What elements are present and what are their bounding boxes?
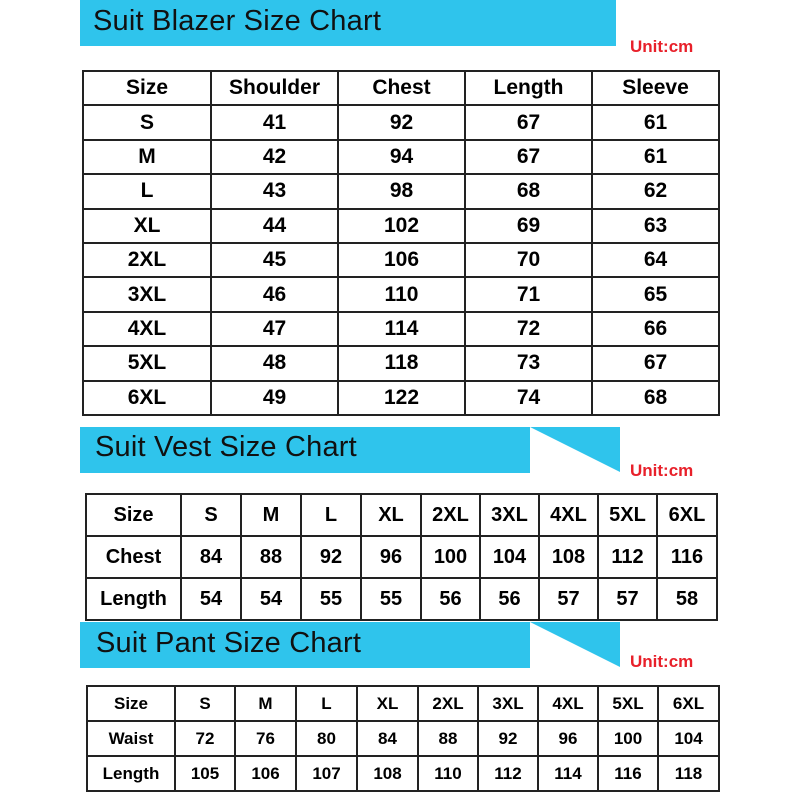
table-cell: 6XL [83, 381, 211, 415]
table-header-row [86, 494, 717, 536]
table-cell: 6XL [658, 686, 719, 721]
table-cell: 55 [301, 578, 361, 620]
table-cell: 96 [538, 721, 598, 756]
table-cell: Length [465, 71, 592, 105]
table-cell: 110 [338, 277, 465, 311]
pant-title-banner [80, 622, 620, 668]
table-cell: 55 [361, 578, 421, 620]
table-cell: Chest [86, 536, 181, 578]
table-cell: 41 [211, 105, 338, 139]
table-cell: 46 [211, 277, 338, 311]
blazer-unit-label: Unit:cm [630, 37, 694, 56]
table-cell: XL [361, 494, 421, 536]
table-cell: 108 [357, 756, 418, 791]
table-cell: 106 [235, 756, 296, 791]
table-cell: 114 [338, 312, 465, 346]
table-row [83, 174, 719, 208]
table-cell: 122 [338, 381, 465, 415]
table-cell: 42 [211, 140, 338, 174]
table-cell: XL [83, 209, 211, 243]
table-cell: 44 [211, 209, 338, 243]
table-cell: 4XL [83, 312, 211, 346]
table-cell: 66 [592, 312, 719, 346]
table-cell: 56 [480, 578, 539, 620]
table-cell: Size [83, 71, 211, 105]
table-cell: 5XL [598, 686, 658, 721]
table-cell: 2XL [83, 243, 211, 277]
table-cell: L [296, 686, 357, 721]
table-cell: 62 [592, 174, 719, 208]
table-cell: 70 [465, 243, 592, 277]
table-cell: 67 [465, 140, 592, 174]
table-cell: 54 [181, 578, 241, 620]
blazer-size-table [82, 70, 720, 416]
table-cell: 100 [598, 721, 658, 756]
table-cell: 58 [657, 578, 717, 620]
table-cell: 105 [175, 756, 235, 791]
table-cell: 116 [598, 756, 658, 791]
table-cell: M [235, 686, 296, 721]
table-cell: 72 [175, 721, 235, 756]
banner-arrow-shape [530, 622, 622, 668]
table-cell: 100 [421, 536, 480, 578]
table-cell: 68 [592, 381, 719, 415]
table-cell: M [241, 494, 301, 536]
banner-arrow-shape [530, 427, 622, 473]
table-header-row [87, 686, 719, 721]
vest-size-table [85, 493, 718, 621]
table-row [83, 209, 719, 243]
vest-unit-label: Unit:cm [630, 461, 694, 480]
table-cell: S [83, 105, 211, 139]
table-cell: 88 [241, 536, 301, 578]
table-cell: Size [87, 686, 175, 721]
table-cell: 118 [658, 756, 719, 791]
table-cell: 4XL [539, 494, 598, 536]
table-cell: 112 [478, 756, 538, 791]
blazer-chart-title: Suit Blazer Size Chart [93, 5, 382, 37]
table-cell: 64 [592, 243, 719, 277]
table-cell: 2XL [421, 494, 480, 536]
table-cell: 104 [480, 536, 539, 578]
table-cell: 5XL [598, 494, 657, 536]
table-cell: 114 [538, 756, 598, 791]
table-cell: 118 [338, 346, 465, 380]
table-cell: 45 [211, 243, 338, 277]
vest-chart-title: Suit Vest Size Chart [95, 431, 357, 463]
table-cell: 43 [211, 174, 338, 208]
table-cell: 110 [418, 756, 478, 791]
table-cell: 92 [338, 105, 465, 139]
table-cell: 74 [465, 381, 592, 415]
table-row [86, 536, 717, 578]
table-row [83, 381, 719, 415]
table-cell: 54 [241, 578, 301, 620]
table-cell: 96 [361, 536, 421, 578]
table-cell: S [181, 494, 241, 536]
table-cell: 104 [658, 721, 719, 756]
table-cell: 88 [418, 721, 478, 756]
table-cell: Sleeve [592, 71, 719, 105]
table-cell: 94 [338, 140, 465, 174]
table-cell: 116 [657, 536, 717, 578]
table-cell: 98 [338, 174, 465, 208]
table-cell: 69 [465, 209, 592, 243]
table-cell: 72 [465, 312, 592, 346]
vest-title-banner [80, 427, 620, 473]
table-row [83, 105, 719, 139]
table-cell: 2XL [418, 686, 478, 721]
table-row [83, 243, 719, 277]
table-cell: 4XL [538, 686, 598, 721]
table-row [83, 277, 719, 311]
table-cell: S [175, 686, 235, 721]
table-cell: 3XL [478, 686, 538, 721]
table-cell: Length [87, 756, 175, 791]
table-cell: 73 [465, 346, 592, 380]
table-cell: 57 [539, 578, 598, 620]
pant-size-table [86, 685, 720, 792]
table-cell: M [83, 140, 211, 174]
table-cell: 102 [338, 209, 465, 243]
table-cell: 92 [301, 536, 361, 578]
table-row [87, 721, 719, 756]
table-cell: Waist [87, 721, 175, 756]
table-cell: 84 [357, 721, 418, 756]
table-cell: 108 [539, 536, 598, 578]
table-row [87, 756, 719, 791]
table-cell: 56 [421, 578, 480, 620]
table-cell: 49 [211, 381, 338, 415]
table-row [86, 578, 717, 620]
table-cell: Length [86, 578, 181, 620]
table-cell: 84 [181, 536, 241, 578]
table-cell: L [301, 494, 361, 536]
blazer-title-banner [80, 0, 616, 46]
table-cell: 3XL [480, 494, 539, 536]
table-cell: 80 [296, 721, 357, 756]
table-cell: 71 [465, 277, 592, 311]
table-cell: 63 [592, 209, 719, 243]
table-cell: 106 [338, 243, 465, 277]
table-cell: 61 [592, 105, 719, 139]
table-cell: 112 [598, 536, 657, 578]
table-cell: 47 [211, 312, 338, 346]
table-row [83, 312, 719, 346]
table-cell: 5XL [83, 346, 211, 380]
pant-chart-title: Suit Pant Size Chart [96, 627, 362, 659]
table-cell: Size [86, 494, 181, 536]
table-cell: 65 [592, 277, 719, 311]
table-cell: L [83, 174, 211, 208]
table-cell: 57 [598, 578, 657, 620]
table-cell: 67 [592, 346, 719, 380]
table-cell: 107 [296, 756, 357, 791]
table-cell: 92 [478, 721, 538, 756]
table-cell: Shoulder [211, 71, 338, 105]
table-cell: Chest [338, 71, 465, 105]
table-cell: 67 [465, 105, 592, 139]
table-cell: 68 [465, 174, 592, 208]
pant-unit-label: Unit:cm [630, 652, 694, 671]
table-cell: 3XL [83, 277, 211, 311]
table-cell: 48 [211, 346, 338, 380]
table-row [83, 346, 719, 380]
table-cell: 61 [592, 140, 719, 174]
table-cell: 6XL [657, 494, 717, 536]
table-row [83, 140, 719, 174]
table-cell: 76 [235, 721, 296, 756]
table-header-row [83, 71, 719, 105]
table-cell: XL [357, 686, 418, 721]
